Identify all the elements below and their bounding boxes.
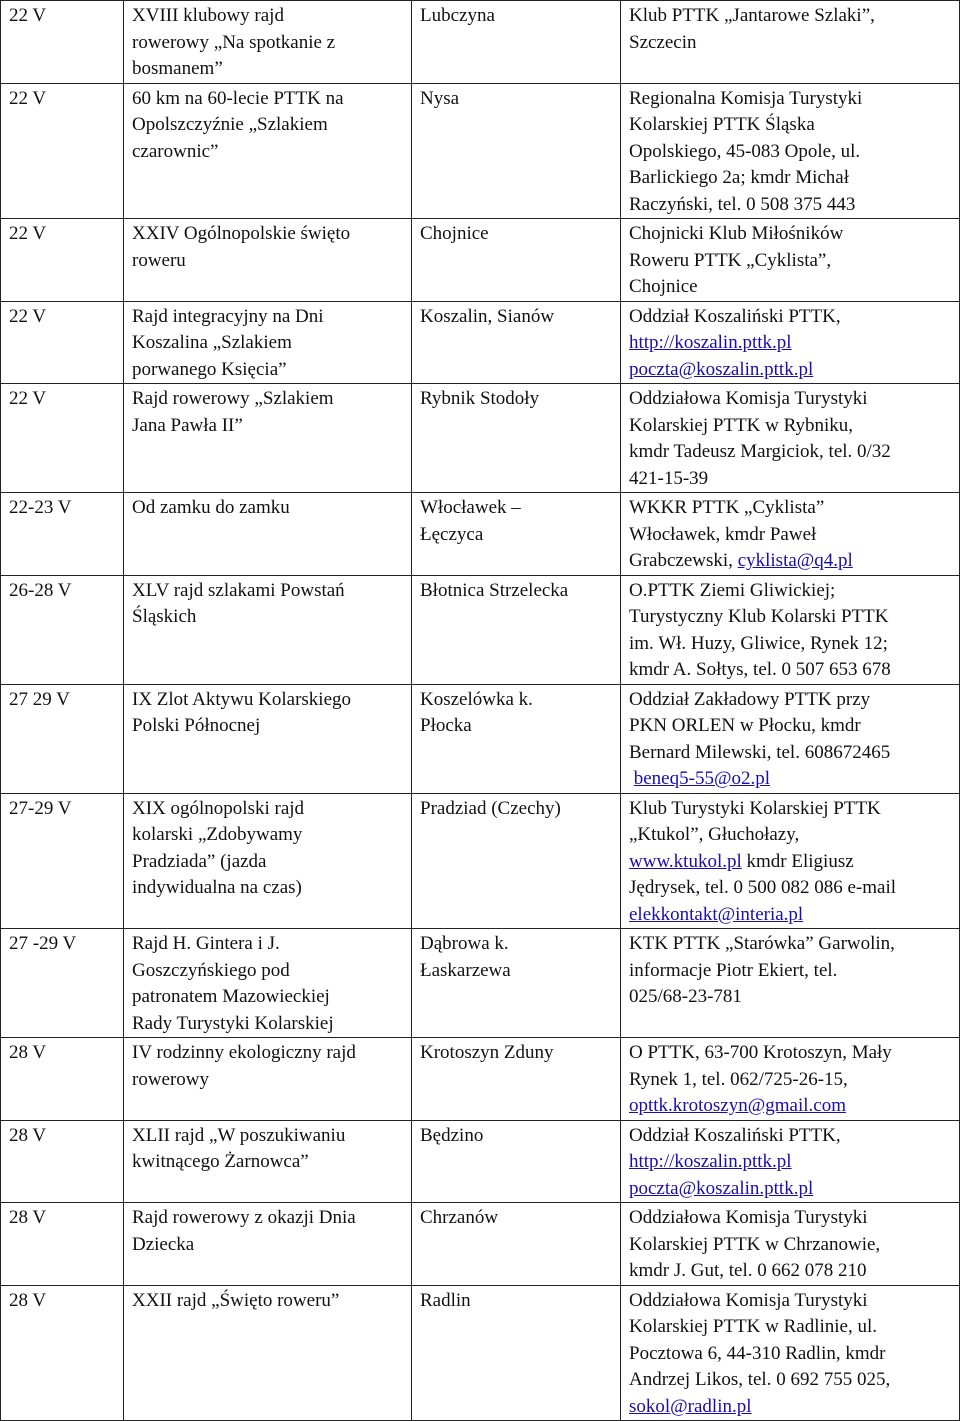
date-cell [1, 929, 124, 1038]
organizer-text: Oddziałowa Komisja Turystyki [629, 388, 868, 409]
event-cell-line: kwitnącego Żarnowca” [132, 1151, 309, 1172]
organizer-line [629, 578, 955, 605]
organizer-line [629, 1288, 955, 1315]
place-cell [412, 83, 621, 219]
date-cell [1, 1038, 124, 1121]
place-cell-line: Chrzanów [420, 1207, 499, 1228]
date-cell [1, 384, 124, 493]
date-cell [1, 83, 124, 219]
organizer-line [629, 984, 955, 1011]
event-cell [124, 83, 412, 219]
place-cell [412, 493, 621, 576]
organizer-cell [621, 301, 960, 384]
organizer-line [629, 548, 955, 575]
organizer-text: KTK PTTK „Starówka” Garwolin, [629, 933, 895, 954]
date-cell [1, 684, 124, 793]
place-cell [412, 384, 621, 493]
place-cell-line: Koszalin, Sianów [420, 305, 555, 327]
organizer-text: „Ktukol”, Głuchołazy, [629, 824, 800, 845]
date-cell-line: 27-29 V [9, 797, 72, 819]
organizer-line [629, 1314, 955, 1341]
date-cell [1, 1203, 124, 1286]
organizer-line [629, 139, 955, 166]
organizer-text: Oddział Zakładowy PTTK przy [629, 688, 871, 710]
event-cell-line: rowerowy „Na spotkanie z [132, 31, 336, 53]
event-cell-line: XLII rajd „W poszukiwaniu [132, 1124, 346, 1146]
place-cell-line: Krotoszyn Zduny [420, 1042, 554, 1063]
table-row [1, 1285, 960, 1421]
table-row [1, 219, 960, 302]
place-cell-line: Pradziad (Czechy) [420, 797, 561, 819]
event-cell-line: Opolszczyźnie „Szlakiem [132, 114, 328, 135]
events-table-body [1, 1, 960, 1421]
organizer-text: Oddziałowa Komisja Turystyki [629, 1207, 868, 1228]
organizer-line [629, 849, 955, 876]
event-cell-line: Rajd H. Gintera i J. [132, 933, 280, 954]
organizer-line [629, 796, 955, 823]
organizer-text: kmdr A. Sołtys, tel. 0 507 653 678 [629, 659, 891, 680]
event-cell-line: indywidualna na czas) [132, 877, 302, 898]
date-cell-line: 27 -29 V [9, 933, 77, 954]
table-row [1, 575, 960, 684]
place-cell [412, 1120, 621, 1203]
organizer-line [629, 1367, 955, 1394]
place-cell-line: Włocławek – [420, 497, 521, 518]
table-row [1, 1120, 960, 1203]
organizer-cell [621, 493, 960, 576]
organizer-text: im. Wł. Huzy, Gliwice, Rynek 12; [629, 632, 888, 654]
organizer-line [629, 1394, 955, 1421]
date-cell-line: 27 29 V [9, 688, 70, 710]
table-row [1, 929, 960, 1038]
organizer-line [629, 1123, 955, 1150]
date-cell-line: 28 V [9, 1289, 47, 1311]
place-cell-line: Lubczyna [420, 5, 495, 26]
organizer-line [629, 248, 955, 275]
contact-link[interactable]: sokol@radlin.pl [629, 1395, 752, 1417]
contact-link[interactable]: http://koszalin.pttk.pl [629, 1151, 792, 1172]
event-cell-line: Od zamku do zamku [132, 497, 290, 518]
date-cell-line: 22-23 V [9, 497, 72, 518]
organizer-cell [621, 575, 960, 684]
date-cell [1, 575, 124, 684]
organizer-line [629, 1205, 955, 1232]
date-cell [1, 1120, 124, 1203]
event-cell-line: patronatem Mazowieckiej [132, 986, 330, 1007]
event-cell-line: Koszalina „Szlakiem [132, 332, 292, 353]
table-row [1, 1, 960, 84]
organizer-text: Turystyczny Klub Kolarski PTTK [629, 606, 889, 627]
place-cell-line: Dąbrowa k. [420, 933, 509, 954]
organizer-line [629, 875, 955, 902]
organizer-cell [621, 1120, 960, 1203]
organizer-cell [621, 83, 960, 219]
place-cell-line: Płocka [420, 715, 472, 736]
organizer-line [629, 413, 955, 440]
event-cell-line: IX Zlot Aktywu Kolarskiego [132, 688, 352, 710]
event-cell-line: Pradziada” (jazda [132, 850, 267, 872]
organizer-line [629, 495, 955, 522]
event-cell-line: XVIII klubowy rajd [132, 5, 284, 26]
organizer-cell [621, 793, 960, 929]
table-row [1, 793, 960, 929]
date-cell-line: 22 V [9, 87, 47, 109]
contact-link[interactable]: beneq5-55@o2.pl [633, 768, 770, 789]
place-cell [412, 575, 621, 684]
contact-link[interactable]: poczta@koszalin.pttk.pl [629, 1177, 814, 1199]
event-cell-line: bosmanem” [132, 58, 223, 79]
date-cell [1, 793, 124, 929]
organizer-text: Pocztowa 6, 44-310 Radlin, kmdr [629, 1342, 886, 1364]
event-cell-line: Śląskich [132, 606, 197, 627]
organizer-line [629, 1093, 955, 1120]
table-row [1, 684, 960, 793]
event-cell-line: Rajd rowerowy z okazji Dnia [132, 1207, 356, 1228]
event-cell [124, 301, 412, 384]
organizer-line [629, 357, 955, 384]
contact-link[interactable]: cyklista@q4.pl [737, 550, 853, 571]
date-cell-line: 22 V [9, 388, 47, 409]
organizer-text: Rynek 1, tel. 062/725-26-15, [629, 1068, 848, 1090]
organizer-text: Chojnicki Klub Miłośników [629, 223, 844, 244]
event-cell-line: 60 km na 60-lecie PTTK na [132, 87, 344, 109]
event-cell [124, 793, 412, 929]
event-cell [124, 1203, 412, 1286]
organizer-cell [621, 219, 960, 302]
event-cell-line: IV rodzinny ekologiczny rajd [132, 1042, 356, 1063]
place-cell-line: Radlin [420, 1289, 471, 1311]
place-cell [412, 1285, 621, 1421]
date-cell-line: 28 V [9, 1207, 47, 1228]
contact-link[interactable]: poczta@koszalin.pttk.pl [629, 358, 814, 380]
organizer-line [629, 1341, 955, 1368]
event-cell [124, 929, 412, 1038]
organizer-text: Bernard Milewski, tel. 608672465 [629, 741, 891, 763]
event-cell-line: Rady Turystyki Kolarskiej [132, 1012, 334, 1034]
organizer-line [629, 165, 955, 192]
organizer-text: O PTTK, 63-700 Krotoszyn, Mały [629, 1042, 892, 1063]
event-cell-line: czarownic” [132, 140, 219, 162]
organizer-line [629, 1258, 955, 1285]
place-cell [412, 219, 621, 302]
place-cell-line: Chojnice [420, 223, 489, 244]
organizer-line [629, 604, 955, 631]
date-cell-line: 28 V [9, 1124, 47, 1146]
place-cell-line: Rybnik Stodoły [420, 388, 540, 409]
contact-link[interactable]: http://koszalin.pttk.pl [629, 332, 792, 353]
organizer-text: Włocławek, kmdr Paweł [629, 523, 817, 545]
organizer-cell [621, 1038, 960, 1121]
organizer-text: Oddział Koszaliński PTTK, [629, 1124, 841, 1146]
event-cell-line: Goszczyńskiego pod [132, 959, 290, 981]
contact-link[interactable]: opttk.krotoszyn@gmail.com [629, 1095, 846, 1116]
event-cell-line: XIX ogólnopolski rajd [132, 797, 305, 819]
organizer-line [629, 740, 955, 767]
date-cell-line: 22 V [9, 305, 47, 327]
date-cell [1, 219, 124, 302]
table-row [1, 384, 960, 493]
event-cell [124, 684, 412, 793]
organizer-text: kmdr J. Gut, tel. 0 662 078 210 [629, 1260, 867, 1281]
organizer-line [629, 522, 955, 549]
date-cell [1, 1, 124, 84]
date-cell-line: 22 V [9, 5, 47, 26]
place-cell [412, 929, 621, 1038]
organizer-text: kmdr Eligiusz [741, 850, 854, 872]
event-cell [124, 493, 412, 576]
place-cell [412, 1, 621, 84]
organizer-line [629, 274, 955, 301]
date-cell [1, 493, 124, 576]
organizer-text: 421-15-39 [629, 467, 709, 489]
organizer-line [629, 3, 955, 30]
organizer-cell [621, 929, 960, 1038]
event-cell-line: kolarski „Zdobywamy [132, 824, 303, 845]
table-row [1, 1038, 960, 1121]
organizer-line [629, 687, 955, 714]
place-cell-line: Łaskarzewa [420, 959, 511, 981]
table-row [1, 1203, 960, 1286]
organizer-text: Oddział Koszaliński PTTK, [629, 305, 841, 327]
event-cell-line: Rajd integracyjny na Dni [132, 305, 324, 327]
event-cell-line: XXII rajd „Święto roweru” [132, 1289, 340, 1311]
organizer-line [629, 386, 955, 413]
event-cell-line: Jana Pawła II” [132, 414, 243, 436]
organizer-text: Klub PTTK „Jantarowe Szlaki”, [629, 5, 875, 26]
organizer-cell [621, 1203, 960, 1286]
organizer-line [629, 931, 955, 958]
organizer-line [629, 86, 955, 113]
place-cell [412, 1038, 621, 1121]
organizer-line [629, 631, 955, 658]
organizer-text: Andrzej Likos, tel. 0 692 755 025, [629, 1369, 891, 1390]
place-cell [412, 1203, 621, 1286]
organizer-text: Klub Turystyki Kolarskiej PTTK [629, 797, 881, 819]
organizer-text: Barlickiego 2a; kmdr Michał [629, 167, 850, 188]
event-cell [124, 1285, 412, 1421]
organizer-text: O.PTTK Ziemi Gliwickiej; [629, 579, 836, 601]
organizer-text: Roweru PTTK „Cyklista”, [629, 249, 832, 271]
organizer-text: 025/68-23-781 [629, 986, 742, 1007]
place-cell [412, 301, 621, 384]
event-cell [124, 1120, 412, 1203]
organizer-line [629, 1067, 955, 1094]
event-cell-line: XLV rajd szlakami Powstań [132, 579, 345, 601]
organizer-line [629, 466, 955, 493]
place-cell [412, 793, 621, 929]
organizer-line [629, 902, 955, 929]
event-cell-line: porwanego Księcia” [132, 358, 287, 380]
organizer-cell [621, 1, 960, 84]
organizer-text: Regionalna Komisja Turystyki [629, 87, 863, 109]
organizer-line [629, 713, 955, 740]
organizer-text: WKKR PTTK „Cyklista” [629, 497, 825, 518]
organizer-line [629, 1232, 955, 1259]
contact-link[interactable]: elekkontakt@interia.pl [629, 903, 804, 925]
organizer-text: Oddziałowa Komisja Turystyki [629, 1289, 868, 1311]
organizer-line [629, 192, 955, 219]
event-cell [124, 384, 412, 493]
organizer-line [629, 1176, 955, 1203]
date-cell-line: 22 V [9, 223, 47, 244]
event-cell-line: roweru [132, 249, 186, 271]
place-cell [412, 684, 621, 793]
date-cell-line: 26-28 V [9, 579, 72, 601]
event-cell [124, 1, 412, 84]
table-row [1, 301, 960, 384]
table-row [1, 493, 960, 576]
organizer-line [629, 958, 955, 985]
date-cell-line: 28 V [9, 1042, 47, 1063]
date-cell [1, 1285, 124, 1421]
organizer-text: kmdr Tadeusz Margiciok, tel. 0/32 [629, 441, 891, 462]
organizer-line [629, 30, 955, 57]
organizer-text: Jędrysek, tel. 0 500 082 086 e-mail [629, 877, 897, 898]
event-cell-line: Dziecka [132, 1233, 195, 1255]
organizer-line [629, 766, 955, 793]
organizer-text: Chojnice [629, 276, 698, 297]
organizer-line [629, 221, 955, 248]
organizer-text: Szczecin [629, 31, 697, 53]
organizer-text: Raczyński, tel. 0 508 375 443 [629, 193, 856, 215]
organizer-text: informacje Piotr Ekiert, tel. [629, 959, 838, 981]
event-cell-line: Polski Północnej [132, 715, 261, 736]
organizer-line [629, 1149, 955, 1176]
event-cell [124, 575, 412, 684]
event-cell [124, 219, 412, 302]
organizer-text: Opolskiego, 45-083 Opole, ul. [629, 140, 861, 162]
organizer-text: Kolarskiej PTTK Śląska [629, 114, 815, 135]
place-cell-line: Łęczyca [420, 523, 484, 545]
organizer-line [629, 1040, 955, 1067]
organizer-cell [621, 684, 960, 793]
place-cell-line: Będzino [420, 1124, 484, 1146]
event-cell [124, 1038, 412, 1121]
organizer-text: Kolarskiej PTTK w Radlinie, ul. [629, 1316, 878, 1337]
event-cell-line: Rajd rowerowy „Szlakiem [132, 388, 334, 409]
organizer-text: Grabczewski, [629, 550, 738, 571]
organizer-text: Kolarskiej PTTK w Chrzanowie, [629, 1233, 881, 1255]
contact-link[interactable]: www.ktukol.pl [629, 850, 742, 872]
date-cell [1, 301, 124, 384]
place-cell-line: Błotnica Strzelecka [420, 579, 569, 601]
organizer-line [629, 822, 955, 849]
place-cell-line: Koszelówka k. [420, 688, 533, 710]
event-cell-line: rowerowy [132, 1068, 210, 1090]
organizer-line [629, 657, 955, 684]
organizer-line [629, 112, 955, 139]
organizer-line [629, 439, 955, 466]
place-cell-line: Nysa [420, 87, 460, 109]
organizer-line [629, 304, 955, 331]
organizer-text: PKN ORLEN w Płocku, kmdr [629, 715, 861, 736]
organizer-text: Kolarskiej PTTK w Rybniku, [629, 414, 854, 436]
event-cell-line: XXIV Ogólnopolskie święto [132, 223, 351, 244]
organizer-cell [621, 1285, 960, 1421]
organizer-cell [621, 384, 960, 493]
table-row [1, 83, 960, 219]
organizer-line [629, 330, 955, 357]
